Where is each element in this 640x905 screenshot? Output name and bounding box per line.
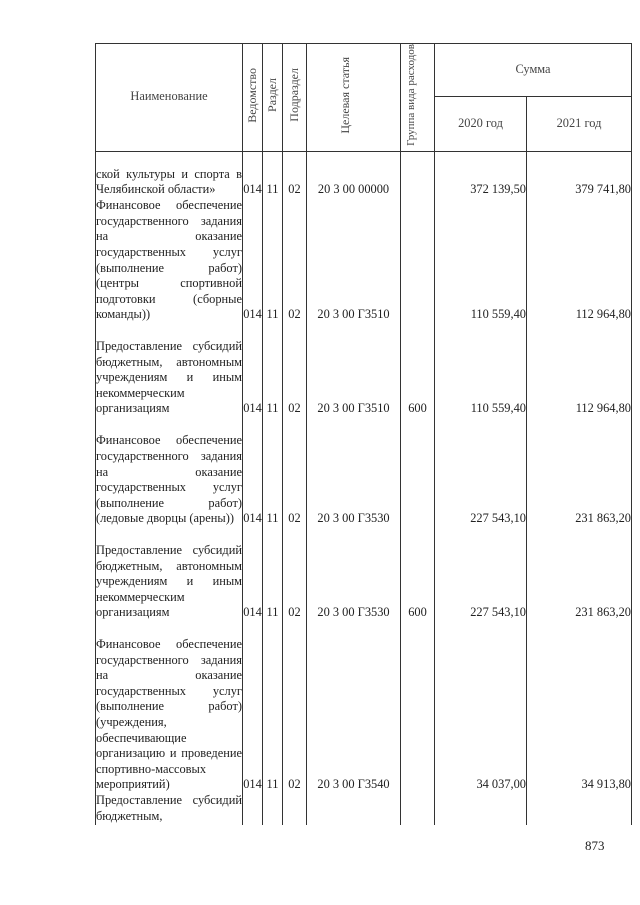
row-name: ской культуры и спорта в Челябинской области» [96,151,243,198]
row-podrazdel: 02 [283,323,307,417]
row-sum-2020: 227 543,10 [435,417,527,527]
row-name: Предоставление субсидий бюджетным, [96,793,243,825]
row-podrazdel: 02 [283,198,307,323]
row-sum-2021: 231 863,20 [527,417,632,527]
table-row [96,417,632,527]
row-sum-2020: 372 139,50 [435,151,527,198]
row-podrazdel: 02 [283,417,307,527]
row-name: Финансовое обеспечение государственного задания на оказание государственных услуг (выполнение работ) (центры спортивной подготовки (сборные команды)) [96,198,242,322]
header-name: Наименование [96,44,243,152]
header-year-2020: 2020 год [435,96,527,151]
row-razdel: 11 [263,198,283,323]
row-cs: 20 3 00 Г3510 [307,323,401,417]
row-podrazdel [283,793,307,825]
row-name: Финансовое обеспечение государственного задания на оказание государственных услуг (выполнение работ) (ледовые дворцы (арены)) [96,417,243,527]
row-sum-2021: 34 913,80 [527,621,632,793]
row-razdel: 11 [263,151,283,198]
row-cs: 20 3 00 00000 [307,151,401,198]
row-sum-2021 [527,793,632,825]
table-row [96,527,632,621]
budget-table [95,43,632,825]
row-ved: 014 [243,621,263,793]
header-year-2021: 2021 год [527,96,632,151]
row-name: Предоставление субсидий бюджетным, автономным учреждениям и иным некоммерческим организациям [96,527,243,621]
header-podrazdel: Подраздел [287,68,301,122]
row-razdel: 11 [263,323,283,417]
row-sum-2020: 110 559,40 [435,198,527,323]
row-gvr [401,621,435,793]
header-gruppa-vida-rashodov: Группа вида расходов [404,44,417,146]
row-gvr: 600 [401,527,435,621]
row-cs: 20 3 00 Г3510 [307,198,401,323]
row-razdel [263,793,283,825]
table-row [96,793,632,825]
row-sum-2020: 34 037,00 [435,621,527,793]
row-ved [243,793,263,825]
header-razdel: Раздел [265,77,279,112]
row-gvr [401,417,435,527]
row-razdel: 11 [263,621,283,793]
header-vedomstvo: Ведомство [245,67,259,123]
header-celevaya-statya: Целевая статья [337,56,352,134]
row-name: Предоставление субсидий бюджетным, автономным учреждениям и иным некоммерческим организациям [96,323,243,417]
row-ved: 014 [243,527,263,621]
row-podrazdel: 02 [283,151,307,198]
row-cs: 20 3 00 Г3530 [307,417,401,527]
row-ved: 014 [243,323,263,417]
row-ved: 014 [243,417,263,527]
row-ved: 014 [243,198,263,323]
table-row [96,323,632,417]
row-gvr [401,198,435,323]
row-cs [307,793,401,825]
row-sum-2020: 110 559,40 [435,323,527,417]
row-sum-2021: 379 741,80 [527,151,632,198]
row-cs: 20 3 00 Г3540 [307,621,401,793]
row-sum-2020: 227 543,10 [435,527,527,621]
row-sum-2020 [435,793,527,825]
row-cs: 20 3 00 Г3530 [307,527,401,621]
row-name: Финансовое обеспечение государственного задания на оказание государственных услуг (выполнение работ) (учреждения, обеспечивающие организацию и проведение спортивно-массовых мероприятий) [96,621,243,793]
row-gvr [401,151,435,198]
row-podrazdel: 02 [283,621,307,793]
row-gvr: 600 [401,323,435,417]
header-summa: Сумма [435,44,632,97]
row-podrazdel: 02 [283,527,307,621]
row-gvr [401,793,435,825]
row-sum-2021: 112 964,80 [527,323,632,417]
table-row [96,151,632,198]
table-row [96,198,632,323]
row-ved: 014 [243,151,263,198]
table-row [96,621,632,793]
page-number: 873 [585,838,605,853]
row-sum-2021: 231 863,20 [527,527,632,621]
row-razdel: 11 [263,417,283,527]
row-sum-2021: 112 964,80 [527,198,632,323]
row-razdel: 11 [263,527,283,621]
